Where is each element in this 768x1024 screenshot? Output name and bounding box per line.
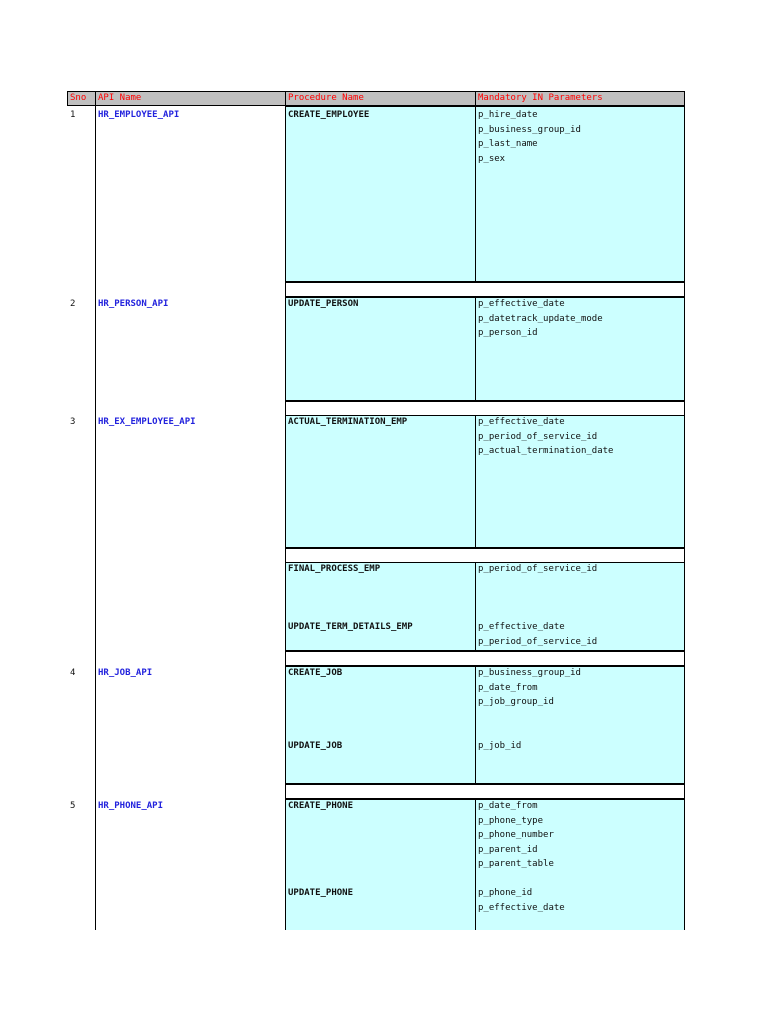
row-1-api-name[interactable]: HR_EMPLOYEE_API <box>98 110 180 120</box>
row-3-proc-3[interactable]: UPDATE_TERM_DETAILS_EMP <box>288 622 413 632</box>
param-cell: p_hire_date <box>478 110 538 120</box>
row-1-proc-box <box>285 106 476 282</box>
row-5-proc-box <box>285 799 476 939</box>
param-cell: p_business_group_id <box>478 124 581 135</box>
param-cell: p_date_from <box>478 682 538 693</box>
header-api-name: API Name <box>95 91 286 106</box>
row-3-proc-1[interactable]: ACTUAL_TERMINATION_EMP <box>288 417 408 427</box>
row-2-sno: 2 <box>70 299 76 309</box>
row-3-api-name[interactable]: HR_EX_EMPLOYEE_API <box>98 417 196 427</box>
row-2-proc-box <box>285 297 476 401</box>
param-cell: p_job_group_id <box>478 697 554 707</box>
row-5-proc-1[interactable]: CREATE_PHONE <box>288 801 354 811</box>
row-gap <box>285 282 685 297</box>
param-cell: p_phone_id <box>478 888 533 898</box>
row-4-api-name[interactable]: HR_JOB_API <box>98 668 153 678</box>
row-4-sno: 4 <box>70 668 76 678</box>
row-4-proc-box <box>285 666 476 784</box>
row-2-proc-1[interactable]: UPDATE_PERSON <box>288 299 359 309</box>
param-cell: p_phone_number <box>478 830 554 840</box>
row-2-api-name[interactable]: HR_PERSON_API <box>98 299 169 309</box>
param-cell: p_effective_date <box>478 299 565 309</box>
row-gap <box>285 651 685 666</box>
param-cell: p_period_of_service_id <box>478 431 598 442</box>
row-gap <box>285 401 685 416</box>
param-cell: p_parent_id <box>478 844 538 855</box>
param-cell: p_date_from <box>478 801 538 811</box>
param-cell: p_effective_date <box>478 417 565 427</box>
row-5-sno: 5 <box>70 801 76 811</box>
header-sno: Sno <box>67 91 96 106</box>
param-cell: p_job_id <box>478 741 522 751</box>
param-cell: p_effective_date <box>478 902 565 913</box>
row-3-sno: 3 <box>70 417 76 427</box>
row-5-proc-2[interactable]: UPDATE_PHONE <box>288 888 354 898</box>
row-4-proc-2[interactable]: UPDATE_JOB <box>288 741 343 751</box>
row-5-api-name[interactable]: HR_PHONE_API <box>98 801 164 811</box>
param-cell: p_business_group_id <box>478 668 581 678</box>
row-1-sno: 1 <box>70 110 76 120</box>
param-cell: p_actual_termination_date <box>478 446 614 456</box>
param-cell: p_person_id <box>478 328 538 338</box>
row-3-proc-2[interactable]: FINAL_PROCESS_EMP <box>288 564 381 574</box>
row-3-proc-box-a <box>285 415 476 548</box>
row-gap <box>285 548 685 563</box>
param-cell: p_last_name <box>478 139 538 149</box>
param-cell: p_datetrack_update_mode <box>478 313 603 324</box>
header-procedure-name: Procedure Name <box>285 91 476 106</box>
param-cell: p_effective_date <box>478 622 565 632</box>
row-4-proc-1[interactable]: CREATE_JOB <box>288 668 343 678</box>
row-1-proc-1[interactable]: CREATE_EMPLOYEE <box>288 110 370 120</box>
param-cell: p_period_of_service_id <box>478 636 598 647</box>
param-cell: p_parent_table <box>478 859 554 869</box>
param-cell: p_period_of_service_id <box>478 564 598 574</box>
row-gap <box>285 784 685 799</box>
param-cell: p_phone_type <box>478 815 544 826</box>
header-mandatory-params: Mandatory IN Parameters <box>475 91 685 106</box>
page-bottom-margin <box>0 930 768 1024</box>
param-cell: p_sex <box>478 153 506 164</box>
